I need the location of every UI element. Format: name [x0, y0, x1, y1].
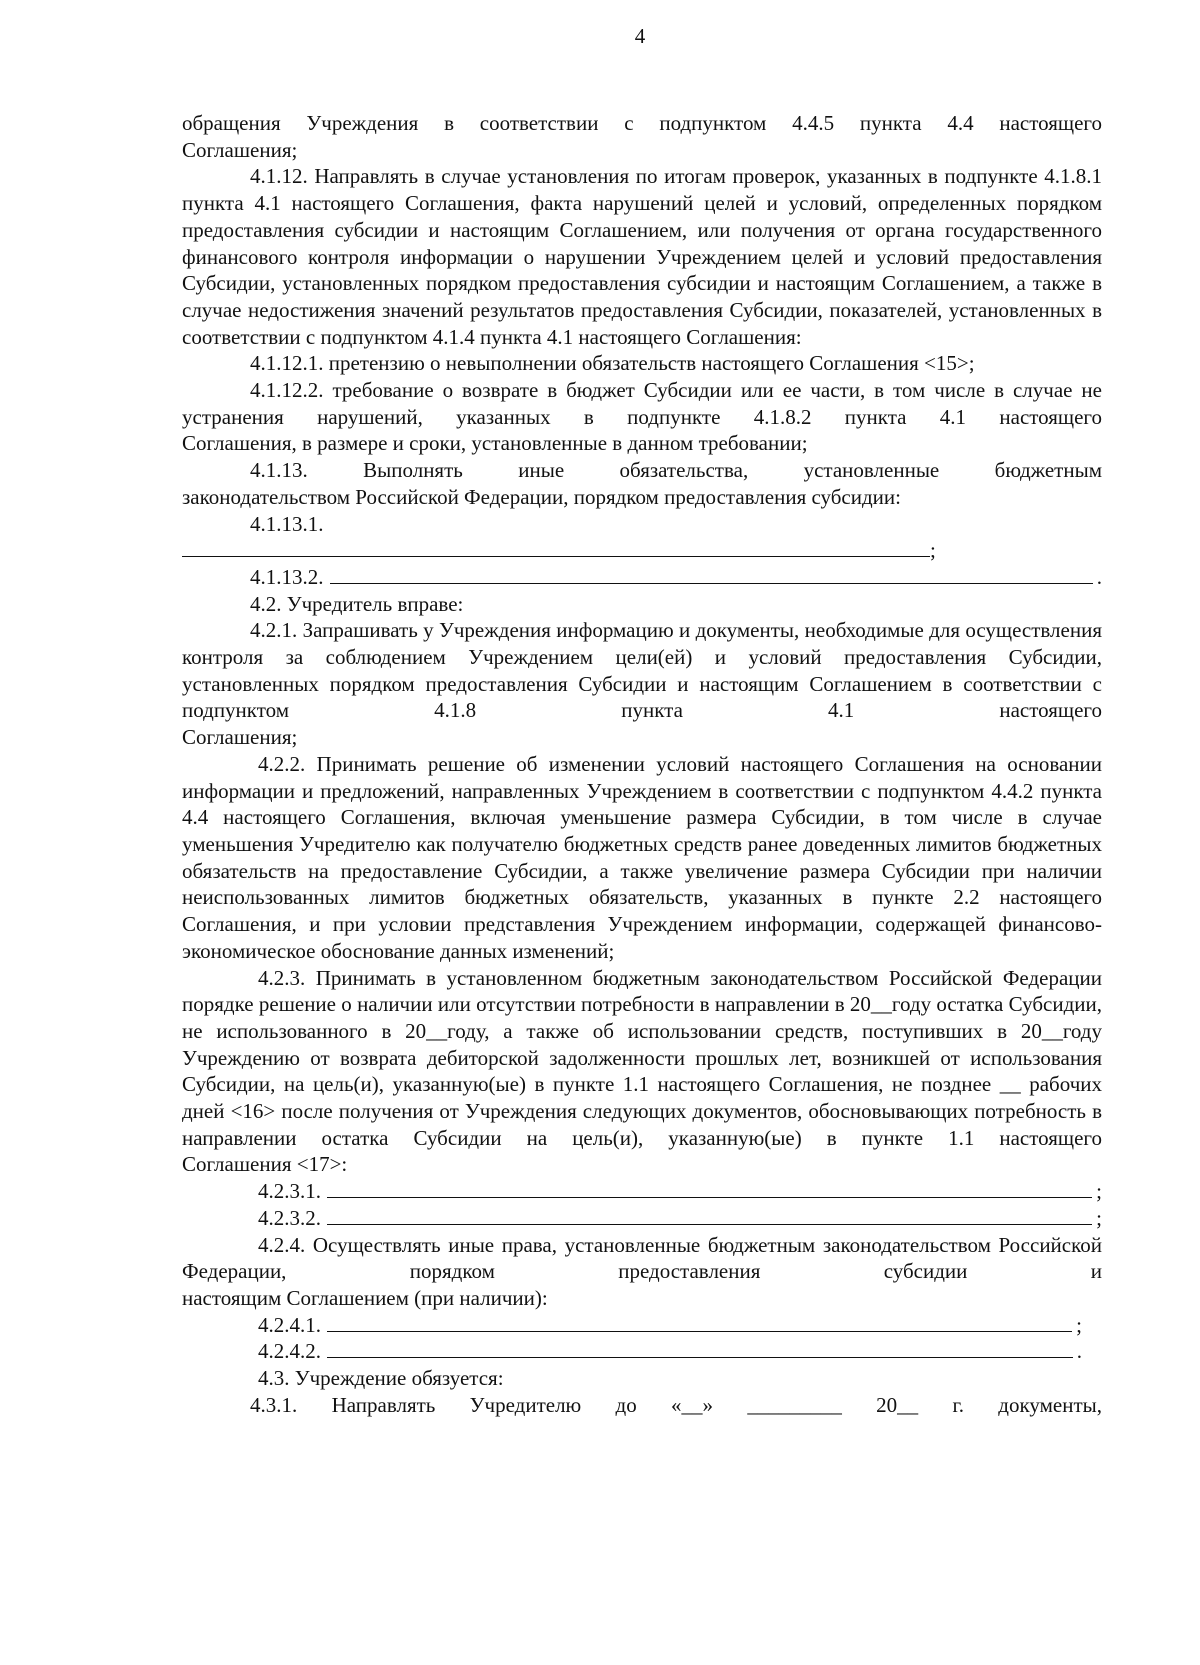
document-body: [182, 110, 1102, 1418]
paragraph: законодательством Российской Федерации, порядком предоставления субсидии:: [182, 484, 901, 509]
item-label: 4.1.13.2.: [250, 564, 324, 589]
item-label: 4.2.3.1.: [258, 1179, 321, 1204]
blank-line: [182, 539, 930, 557]
item-4-2-3-1: [182, 1178, 1102, 1205]
blank-line: [330, 565, 1093, 584]
punctuation: ;: [930, 538, 936, 563]
paragraph-4-3-1: 4.3.1. Направлять Учредителю до «__» _________ 20__ г. документы,: [250, 1392, 1102, 1417]
item-label: 4.2.4.1.: [258, 1312, 321, 1337]
punctuation: ;: [1076, 1312, 1082, 1337]
item-label: 4.2.3.2.: [258, 1205, 321, 1230]
punctuation: .: [1076, 1339, 1082, 1364]
paragraph-4-1-12: 4.1.12. Направлять в случае установления по итогам проверок, указанных в подпункте 4.1.8.1 пункта 4.1 настоящего Соглашения, факта нарушений целей и условий, определенных порядком предоставления субсидии и настоящим Соглашением, или получения от органа государственного финансового контроля информации о нарушении Учреждением целей и условий предоставления Субсидии, установленных порядком предоставления субсидии и настоящим Соглашением, а также в случае недостижения значений результатов предоставления Субсидии, показателей, установленных в: [182, 164, 1102, 322]
paragraph: соответствии с подпунктом 4.1.4 пункта 4.1 настоящего Соглашения:: [182, 324, 802, 349]
paragraph-4-2-2: 4.2.2. Принимать решение об изменении условий настоящего Соглашения на основании информации и предложений, направленных Учреждением в соответствии с подпунктом 4.4.2 пункта 4.4 настоящего Соглашения, включая уменьшение размера Субсидии, в том числе в случае уменьшения Учредителю как получателю бюджетных средств ранее доведенных лимитов бюджетных обязательств на предоставление Субсидии, а также увеличение размера Субсидии при наличии неиспользованных лимитов бюджетных обязательств, указанных в пункте 2.2 настоящего Соглашения, и при условии представления Учреждением информации, содержащей финансово-: [182, 751, 1102, 937]
item-4-2-4-2: [182, 1338, 1102, 1365]
paragraph-4-1-12-1: 4.1.12.1. претензию о невыполнении обязательств настоящего Соглашения <15>;: [250, 351, 975, 376]
blank-line: [327, 1339, 1073, 1358]
heading-4-3: 4.3. Учреждение обязуется:: [258, 1366, 504, 1391]
paragraph-4-2-1: 4.2.1. Запрашивать у Учреждения информацию и документы, необходимые для осуществления контроля за соблюдением Учреждением цели(ей) и условий предоставления Субсидии, установленных порядком предоставления Субсидии и настоящим Соглашением в соответствии с подпунктом 4.1.8 пункта 4.1 настоящего: [182, 618, 1102, 723]
punctuation: ;: [1096, 1179, 1102, 1204]
paragraph: настоящим Соглашением (при наличии):: [182, 1285, 548, 1310]
paragraph: экономическое обоснование данных изменений;: [182, 938, 615, 963]
blank-line: [327, 1313, 1072, 1332]
blank-line: [327, 1179, 1092, 1198]
blank-line: [327, 1206, 1092, 1225]
page-number: 4: [634, 24, 646, 48]
item-4-2-4-1: [182, 1312, 1102, 1339]
paragraph: Соглашения <17>:: [182, 1152, 348, 1177]
item-4-1-13-1: 4.1.13.1.: [250, 511, 324, 536]
paragraph: Соглашения;: [182, 137, 298, 162]
paragraph: обращения Учреждения в соответствии с подпунктом 4.4.5 пункта 4.4 настоящего: [182, 111, 1102, 135]
paragraph: Соглашения, в размере и сроки, установленные в данном требовании;: [182, 431, 808, 456]
item-4-2-3-2: [182, 1205, 1102, 1232]
punctuation: ;: [1096, 1205, 1102, 1230]
paragraph-4-1-13: 4.1.13. Выполнять иные обязательства, установленные бюджетным: [250, 458, 1102, 483]
paragraph-4-2-3: 4.2.3. Принимать в установленном бюджетным законодательством Российской Федерации порядке решение о наличии или отсутствии потребности в направлении в 20__году остатка Субсидии, не использованного в 20__году, а также об использовании средств, поступивших в 20__году Учреждению от возврата дебиторской задолженности прошлых лет, возникшей от использования Субсидии, на цель(и), указанную(ые) в пункте 1.1 настоящего Соглашения, не позднее __ рабочих дней <16> после получения от Учреждения следующих документов, обосновывающих потребность в направлении остатка Субсидии на цель(и), указанную(ые) в пункте 1.1 настоящего: [182, 965, 1102, 1150]
paragraph-4-1-12-2: 4.1.12.2. требование о возврате в бюджет Субсидии или ее части, в том числе в случае не устранения нарушений, указанных в подпункте 4.1.8.2 пункта 4.1 настоящего: [182, 378, 1102, 429]
heading-4-2: 4.2. Учредитель вправе:: [250, 591, 464, 616]
punctuation: .: [1096, 564, 1102, 589]
paragraph: Соглашения;: [182, 725, 298, 750]
paragraph-4-2-4: 4.2.4. Осуществлять иные права, установленные бюджетным законодательством Российской Федерации, порядком предоставления субсидии и: [182, 1232, 1102, 1284]
blank-line-4-1-13-1: [182, 537, 1102, 564]
item-4-1-13-2: [182, 564, 1102, 591]
item-label: 4.2.4.2.: [258, 1339, 321, 1364]
